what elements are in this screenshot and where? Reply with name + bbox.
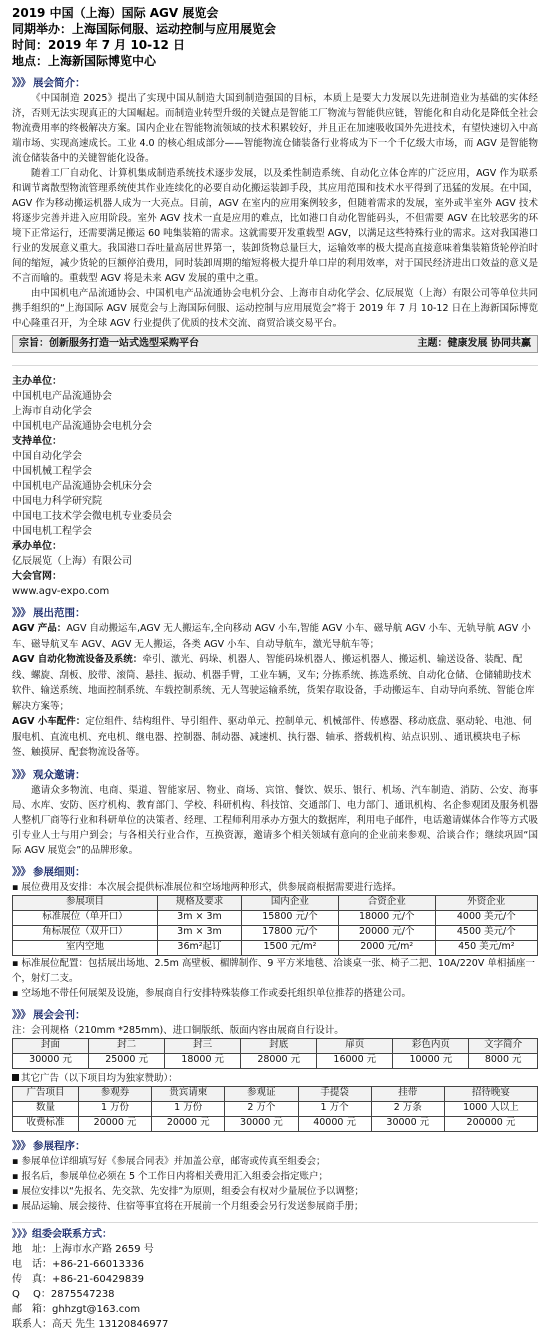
table-cell: 8000 元 xyxy=(469,1053,538,1068)
organizers xyxy=(12,374,538,599)
divider xyxy=(12,365,538,366)
table-cell: 20000 元 xyxy=(78,1116,151,1131)
table-row xyxy=(13,1116,538,1131)
arrows-icon: 》》》 xyxy=(12,768,30,781)
arrows-icon: 》》》 xyxy=(12,607,30,619)
arrows-icon: 》》》 xyxy=(12,1228,32,1240)
table-header: 封面 xyxy=(13,1038,89,1053)
journal-heading: 》》》 展会会刊： xyxy=(12,1008,86,1021)
arrows-icon: 》》》 xyxy=(12,1008,30,1021)
table-row xyxy=(13,1101,538,1116)
divider xyxy=(12,1222,538,1223)
intro-paragraph-3: 由中国机电产品流通协会、中国机电产品流通协会电机分会、上海市自动化学会、亿辰展览（上海）有限公司等单位共同携手组织的“上海国际 AGV 展览会与上海国际伺服、运动控制与应用展览会”将于 2019 年 7 月 10-12 日在上海新国际博览中心隆重召开，为全球 AGV 行业提供了优质的技术交流、商贸洽谈交易平台。 xyxy=(12,288,538,329)
journal-spec: 注：会刊规格（210mm *285mm)、进口铜版纸、版面内容由展商自行设计。 xyxy=(12,1024,344,1036)
table-cell: 1 万个 xyxy=(298,1101,371,1116)
table-cell: 16000 元 xyxy=(317,1053,393,1068)
table-cell: 数量 xyxy=(13,1101,79,1116)
event-date: 时间：2019 年 7 月 10-12 日 xyxy=(12,38,186,52)
visitors-heading: 》》》 观众邀请： xyxy=(12,768,86,781)
contact-block xyxy=(12,1227,538,1332)
table-cell: 200000 元 xyxy=(444,1116,537,1131)
table-cell: 4000 美元/个 xyxy=(435,910,537,925)
scope-agv: AGV 产品：AGV 自动搬运车,AGV 无人搬运车,全向移动 AGV 小车,智能 AGV 小车、磁导航 AGV 小车、无轨导航 AGV 小车、磁导航叉车 AGV、AGV 无人搬运，各类 AGV 小车、自动导航车，激光导航车等； xyxy=(12,623,531,650)
table-cell: 2 万个 xyxy=(225,1101,298,1116)
supporter-item: 中国自动化学会 xyxy=(12,451,82,462)
process-item: ▪ 展品运输、展会接待、住宿等事宜将在开展前一个月组委会另行发送参展商手册； xyxy=(12,1200,364,1212)
contact-phone: 电 话：+86-21-66013336 xyxy=(12,1258,144,1270)
table-cell: 3m × 3m xyxy=(157,925,241,940)
table-header: 广告项目 xyxy=(13,1086,79,1101)
intro-heading: 》》》 展会简介： xyxy=(12,77,86,89)
table-header: 国内企业 xyxy=(242,895,339,910)
table-cell: 10000 元 xyxy=(393,1053,469,1068)
host-item: 中国机电产品流通协会电机分会 xyxy=(12,421,152,432)
table-header: 外资企业 xyxy=(435,895,537,910)
table-cell: 室内空地 xyxy=(13,940,158,955)
header xyxy=(12,0,538,69)
expo-title: 2019 中国（上海）国际 AGV 展览会 xyxy=(12,6,219,20)
booth-intro: ▪ 展位费用及安排：本次展会提供标准展位和空场地两种形式，供参展商根据需要进行选择。 xyxy=(12,881,402,893)
booth-price-table xyxy=(12,895,538,956)
table-cell: 25000 元 xyxy=(89,1053,165,1068)
table-header: 招待晚宴 xyxy=(444,1086,537,1101)
table-header-row xyxy=(13,1086,538,1101)
table-cell: 2000 元/m² xyxy=(338,940,435,955)
table-header-row xyxy=(13,895,538,910)
arrows-icon: 》》》 xyxy=(12,1139,30,1152)
booth-heading: 》》》 参展细则： xyxy=(12,865,86,878)
supporter-item: 中国电机工程学会 xyxy=(12,526,92,537)
visitors-text: 邀请众多物流、电商、渠道、智能家居、物业、商场、宾馆、餐饮、娱乐、银行、机场、汽车制造、消防、公安、海事局、水库、安防、医疗机构、教育部门、学校、科研机构、科技馆、交通部门、电力部门、通讯机构、名企参观团及服务机器人整机厂商等行业和科研单位的决策者、经理、工程师利用承办方强大的数据库，利用电子邮件，电话邀请媒体合作等方式吸引专业人士与用户到会；与各相关行业合作，互换资源，邀请多个相关领域有意向的企业前来参观、洽谈合作；继续巩固“国际 AGV 展览会”的品牌形象。 xyxy=(12,784,538,856)
contact-fax: 传 真：+86-21-60429839 xyxy=(12,1273,144,1285)
host-label: 主办单位： xyxy=(12,376,62,387)
table-cell: 标准展位（单开口） xyxy=(13,910,158,925)
booth-config-note: ▪ 标准展位配置：包括展出场地、2.5m 高壁板、楣牌制作、9 平方米地毯、洽谈桌一张、椅子二把、10A/220V 单相插座一个，射灯二支。 xyxy=(12,957,535,984)
table-header: 文字简介 xyxy=(469,1038,538,1053)
scope-logistics: AGV 自动化物流设备及系统：牵引、激光、码垛、机器人、智能码垛机器人、搬运机器人、搬运机、输送设备、装配、配线、螺旋、刮板、胶带、滚筒、悬挂、振动、机器手臂，工业车辆，叉车; 分拣系统、拣选系统、自动化仓储、仓储辅助技术软件、输送系统、地面控制系统、车载控制系统、无人驾驶运输系统，货架存取设备，手动搬运车、自动导向系统、智能仓库解决方案等； xyxy=(12,654,535,712)
process-item: ▪ 参展单位详细填写好《参展合同表》并加盖公章，邮寄或传真至组委会； xyxy=(12,1155,326,1167)
host-item: 上海市自动化学会 xyxy=(12,406,92,417)
table-cell: 30000 元 xyxy=(225,1116,298,1131)
process-item: ▪ 展位安排以“先报名、先交款、先安排”为原则，组委会有权对少量展位予以调整； xyxy=(12,1185,364,1197)
theme-bar xyxy=(12,335,538,353)
table-cell: 450 美元/m² xyxy=(435,940,537,955)
table-header: 参观券 xyxy=(78,1086,151,1101)
table-header: 扉页 xyxy=(317,1038,393,1053)
table-cell: 角标展位（双开口） xyxy=(13,925,158,940)
table-header: 封三 xyxy=(165,1038,241,1053)
journal-price-table xyxy=(12,1038,538,1069)
table-cell: 1500 元/m² xyxy=(242,940,339,955)
table-row xyxy=(13,940,538,955)
table-cell: 28000 元 xyxy=(241,1053,317,1068)
contact-heading: 》》》组委会联系方式： xyxy=(12,1228,112,1240)
intro-paragraph-2: 随着工厂自动化、计算机集成制造系统技术逐步发展，以及柔性制造系统、自动化立体仓库的广泛应用，AGV 作为联系和调节离散型物流管理系统使其作业连续化的必要自动化搬运装卸手段，其应用范围和技术水平得到了迅猛的发展。在中国，AGV 作为移动搬运机器人成为一大亮点。目前，AGV 在室内的应用案例较多，但随着需求的发展，室外或半室外 AGV 技术将逐步完善并进入应用阶段。室外 AGV 技术一直是应用的难点，比如港口自动化智能码头，不但需要 AGV 在比较恶劣的环境下正常运行，还需要满足搬运 60 吨集装箱的需求。这就需要开发重载型 AGV，以满足这些特殊行业的需求。这对我国港口行业的发展意义重大。我国港口吞吐量高居世界第一，装卸货物总量巨大，运输效率的极大提高直接意味着集装箱货轮停泊时间的缩短，减少货轮的巨额停泊费用，同时装卸周期的缩短将极大提升单口岸的利用效率，对于国民经济进出口效益的意义是不言而喻的。重载型 AGV 将是未来 AGV 发展的重中之重。 xyxy=(12,168,538,284)
table-row xyxy=(13,910,538,925)
support-label: 支持单位： xyxy=(12,436,62,447)
table-cell: 收费标准 xyxy=(13,1116,79,1131)
table-header: 彩色内页 xyxy=(393,1038,469,1053)
table-header-row xyxy=(13,1038,538,1053)
contact-email[interactable]: 邮 箱：ghhzgt@163.com xyxy=(12,1303,141,1315)
table-cell: 20000 元/个 xyxy=(338,925,435,940)
table-cell: 30000 元 xyxy=(13,1053,89,1068)
table-cell: 15800 元/个 xyxy=(242,910,339,925)
theme-purpose: 宗旨：创新服务打造一站式选型采购平台 xyxy=(19,338,199,350)
supporter-item: 中国机电产品流通协会机床分会 xyxy=(12,481,152,492)
arrows-icon: 》》》 xyxy=(12,865,30,878)
concurrent-event: 同期举办：上海国际伺服、运动控制与应用展览会 xyxy=(12,22,277,36)
contact-person: 联系人：高天 先生 13120846977 xyxy=(12,1318,169,1330)
event-venue: 地点：上海新国际博览中心 xyxy=(12,54,157,68)
table-header: 挂带 xyxy=(371,1086,444,1101)
website-label: 大会官网： xyxy=(12,571,62,582)
contact-address: 地 址：上海市水产路 2659 号 xyxy=(12,1243,154,1255)
organizer-label: 承办单位： xyxy=(12,541,62,552)
process-heading: 》》》 参展程序： xyxy=(12,1139,86,1152)
table-cell: 1000 人以上 xyxy=(444,1101,537,1116)
table-header: 手提袋 xyxy=(298,1086,371,1101)
table-cell: 4500 美元/个 xyxy=(435,925,537,940)
table-cell: 18000 元/个 xyxy=(338,910,435,925)
table-cell: 17800 元/个 xyxy=(242,925,339,940)
table-header: 参展项目 xyxy=(13,895,158,910)
table-cell: 20000 元 xyxy=(152,1116,225,1131)
square-bullet-icon xyxy=(12,1074,19,1081)
host-item: 中国机电产品流通协会 xyxy=(12,391,112,402)
table-row xyxy=(13,925,538,940)
table-cell: 40000 元 xyxy=(298,1116,371,1131)
supporter-item: 中国机械工程学会 xyxy=(12,466,92,477)
table-header: 参观证 xyxy=(225,1086,298,1101)
table-header: 规格及要求 xyxy=(157,895,241,910)
scope-heading: 》》》 展出范围： xyxy=(12,607,86,619)
process-item: ▪ 报名后，参展单位必须在 5 个工作日内将相关费用汇入组委会指定账户； xyxy=(12,1170,329,1182)
organizer-name: 亿辰展览（上海）有限公司 xyxy=(12,556,132,567)
table-header: 合资企业 xyxy=(338,895,435,910)
other-ads-label: 其它广告（以下项目均为独家赞助）： xyxy=(12,1071,538,1086)
website-link[interactable]: www.agv-expo.com xyxy=(12,586,110,597)
theme-motto: 主题：健康发展 协同共赢 xyxy=(417,338,531,350)
table-cell: 1 万份 xyxy=(152,1101,225,1116)
supporter-item: 中国电力科学研究院 xyxy=(12,496,102,507)
table-header: 贵宾请柬 xyxy=(152,1086,225,1101)
table-header: 封二 xyxy=(89,1038,165,1053)
space-only-note: ▪ 空场地不带任何展架及设施，参展商自行安排特殊装修工作或委托组织单位推荐的搭建公司。 xyxy=(12,987,411,999)
ads-table xyxy=(12,1086,538,1132)
table-cell: 36m²起订 xyxy=(157,940,241,955)
table-header: 封底 xyxy=(241,1038,317,1053)
contact-qq: Q Q：2875547238 xyxy=(12,1288,115,1300)
table-cell: 3m × 3m xyxy=(157,910,241,925)
table-cell: 2 万条 xyxy=(371,1101,444,1116)
table-cell: 30000 元 xyxy=(371,1116,444,1131)
table-cell: 18000 元 xyxy=(165,1053,241,1068)
intro-paragraph-1: 《中国制造 2025》提出了实现中国从制造大国到制造强国的目标，本质上是要大力发展以先进制造业为基础的实体经济，否则无法实现真正的大国崛起。而制造业转型升级的关键点是智能工厂物流与智能供应链，智能化和自动化是降低全社会物流费用率的终极解决方案。国内企业在智能物流领域的技术积累较好，并且正在加速吸收国外先进技术，有望快速切入中高端市场、实现高速成长。工业 4.0 的核心组成部分——智能物流仓储装备行业将成为下一个千亿级大市场，而 AGV 是智能物流仓储装备中的关键智能化设备。 xyxy=(12,93,538,164)
table-cell: 1 万份 xyxy=(78,1101,151,1116)
scope-parts: AGV 小车配件：定位组件、结构组件、导引组件、驱动单元、控制单元、机械部件、传感器、移动底盘、驱动轮、电池、伺服电机、直流电机、充电机、继电器、控制器、制动器、减速机、执行器、轴承、搭载机构、站点识别、、通讯模块电子标签、触摸屏、配套物流设备等。 xyxy=(12,716,532,758)
supporter-item: 中国电工技术学会微电机专业委员会 xyxy=(12,511,172,522)
table-row xyxy=(13,1053,538,1068)
arrows-icon: 》》》 xyxy=(12,77,30,89)
